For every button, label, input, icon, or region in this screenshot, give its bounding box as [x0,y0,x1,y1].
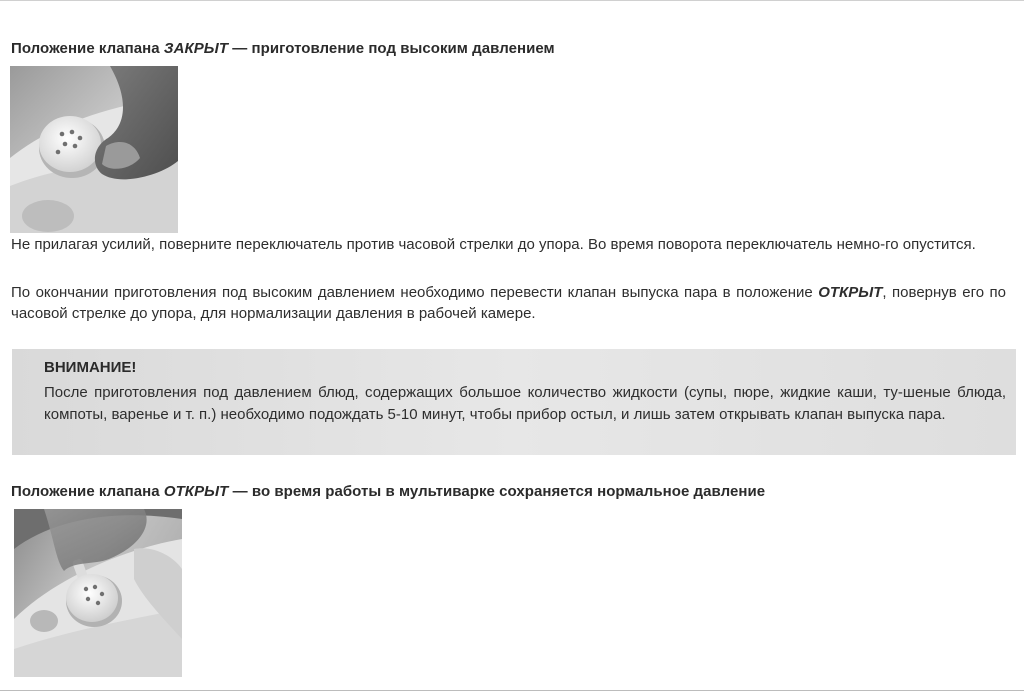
heading-open-state: ОТКРЫТ [163,483,229,500]
heading-closed-state: ЗАКРЫТ [163,40,229,57]
heading-valve-closed [11,40,555,57]
instruction-paragraph-2 [11,282,1006,324]
warning-title: ВНИМАНИЕ! [44,359,137,376]
heading-valve-open [11,483,765,500]
instruction-paragraph-1: Не прилагая усилий, поверните переключатель против часовой стрелки до упора. Во время поворота переключатель немно-го опустится. [11,236,976,253]
warning-box [12,349,1016,455]
paragraph-2-emphasis: ОТКРЫТ [818,284,883,301]
warning-text: После приготовления под давлением блюд, содержащих большое количество жидкости (супы, пюре, жидкие каши, ту-шеные блюда, компоты, варенье и т. п.) необходимо подождать 5-10 минут, чтобы прибор остыл, и лишь затем открывать клапан выпуска пара. [44,384,1006,423]
bottom-rule [0,690,1024,691]
heading-open-suffix: — во время работы в мультиварке сохраняется нормальное давление [228,483,766,500]
heading-open-prefix: Положение клапана [11,483,164,500]
top-rule [0,0,1024,1]
valve-closed-illustration [10,66,178,233]
heading-closed-prefix: Положение клапана [11,40,164,57]
paragraph-2-text-end: , повернув его по часовой стрелке до упора, для нормализации давления в рабочей камере. [11,284,1006,322]
paragraph-2-text-start: По окончании приготовления под высоким давлением необходимо перевести клапан выпуска пара в положение [11,284,819,301]
valve-open-illustration [14,509,182,677]
valve-open-photo [14,509,182,677]
heading-closed-suffix: — приготовление под высоким давлением [228,40,555,57]
valve-closed-photo [10,66,178,233]
